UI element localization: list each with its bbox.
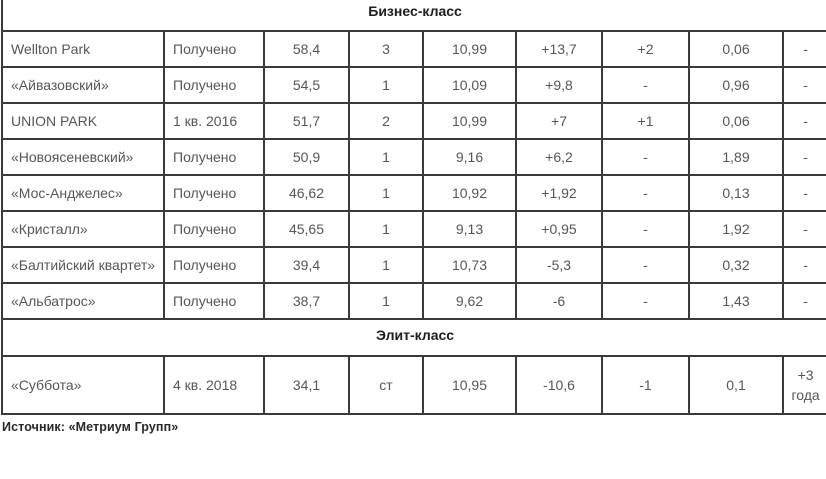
value-cell: 10,73 <box>423 247 516 283</box>
project-name-cell: UNION PARK <box>2 103 164 139</box>
value-cell: +3 года <box>783 356 826 414</box>
value-cell: - <box>602 211 689 247</box>
table-row <box>2 356 826 414</box>
value-cell: 1 <box>349 67 423 103</box>
value-cell: 10,09 <box>423 67 516 103</box>
value-cell: 50,9 <box>264 139 349 175</box>
value-cell: 2 <box>349 103 423 139</box>
value-cell: 51,7 <box>264 103 349 139</box>
value-cell: - <box>783 283 826 319</box>
source-note: Источник: «Метриум Групп» <box>2 420 179 434</box>
value-cell: 1,89 <box>689 139 783 175</box>
project-name-cell: «Айвазовский» <box>2 67 164 103</box>
value-cell: 38,7 <box>264 283 349 319</box>
section-band <box>2 319 826 356</box>
value-cell: -1 <box>602 356 689 414</box>
section-header: Бизнес-класс <box>2 0 826 31</box>
table-row <box>2 67 826 103</box>
value-cell: 10,99 <box>423 103 516 139</box>
value-cell: 0,96 <box>689 67 783 103</box>
permit-status-cell: 4 кв. 2018 <box>164 356 264 414</box>
project-name-cell: «Суббота» <box>2 356 164 414</box>
value-cell: 9,16 <box>423 139 516 175</box>
table-row <box>2 103 826 139</box>
value-cell: 10,99 <box>423 31 516 67</box>
permit-status-cell: Получено <box>164 283 264 319</box>
value-cell: 0,1 <box>689 356 783 414</box>
value-cell: 45,65 <box>264 211 349 247</box>
value-cell: +9,8 <box>516 67 602 103</box>
value-cell: 46,62 <box>264 175 349 211</box>
value-cell: 0,13 <box>689 175 783 211</box>
value-cell: 54,5 <box>264 67 349 103</box>
permit-status-cell: Получено <box>164 139 264 175</box>
permit-status-cell: Получено <box>164 247 264 283</box>
value-cell: 39,4 <box>264 247 349 283</box>
permit-status-cell: Получено <box>164 211 264 247</box>
section-header: Элит-класс <box>2 319 826 356</box>
value-cell: -6 <box>516 283 602 319</box>
value-cell: 1,43 <box>689 283 783 319</box>
permit-status-cell: Получено <box>164 31 264 67</box>
value-cell: 3 <box>349 31 423 67</box>
value-cell: - <box>602 67 689 103</box>
value-cell: 58,4 <box>264 31 349 67</box>
project-name-cell: «Кристалл» <box>2 211 164 247</box>
value-cell: +7 <box>516 103 602 139</box>
value-cell: 0,06 <box>689 103 783 139</box>
value-cell: 1,92 <box>689 211 783 247</box>
value-cell: - <box>602 175 689 211</box>
value-cell: +1 <box>602 103 689 139</box>
housing-projects-table <box>1 0 826 415</box>
value-cell: +13,7 <box>516 31 602 67</box>
value-cell: - <box>602 247 689 283</box>
value-cell: +6,2 <box>516 139 602 175</box>
project-name-cell: Wellton Park <box>2 31 164 67</box>
value-cell: 1 <box>349 211 423 247</box>
value-cell: +2 <box>602 31 689 67</box>
table-body <box>2 0 826 414</box>
value-cell: - <box>783 175 826 211</box>
value-cell: 9,62 <box>423 283 516 319</box>
value-cell: 10,95 <box>423 356 516 414</box>
value-cell: 9,13 <box>423 211 516 247</box>
value-cell: - <box>783 103 826 139</box>
table-row <box>2 31 826 67</box>
value-cell: 1 <box>349 283 423 319</box>
table-row <box>2 211 826 247</box>
value-cell: - <box>783 31 826 67</box>
value-cell: ст <box>349 356 423 414</box>
table-row <box>2 247 826 283</box>
value-cell: 1 <box>349 247 423 283</box>
project-name-cell: «Мос-Анджелес» <box>2 175 164 211</box>
permit-status-cell: Получено <box>164 67 264 103</box>
value-cell: +1,92 <box>516 175 602 211</box>
project-name-cell: «Новоясеневский» <box>2 139 164 175</box>
permit-status-cell: Получено <box>164 175 264 211</box>
value-cell: 0,32 <box>689 247 783 283</box>
value-cell: - <box>783 247 826 283</box>
value-cell: 10,92 <box>423 175 516 211</box>
value-cell: 1 <box>349 139 423 175</box>
section-band <box>2 0 826 31</box>
table-row <box>2 139 826 175</box>
project-name-cell: «Альбатрос» <box>2 283 164 319</box>
value-cell: - <box>783 67 826 103</box>
value-cell: +0,95 <box>516 211 602 247</box>
value-cell: -5,3 <box>516 247 602 283</box>
value-cell: - <box>602 139 689 175</box>
value-cell: - <box>783 139 826 175</box>
value-cell: 34,1 <box>264 356 349 414</box>
table-row <box>2 175 826 211</box>
permit-status-cell: 1 кв. 2016 <box>164 103 264 139</box>
value-cell: -10,6 <box>516 356 602 414</box>
value-cell: - <box>602 283 689 319</box>
table-row <box>2 283 826 319</box>
value-cell: 0,06 <box>689 31 783 67</box>
value-cell: - <box>783 211 826 247</box>
value-cell: 1 <box>349 175 423 211</box>
project-name-cell: «Балтийский квартет» <box>2 247 164 283</box>
